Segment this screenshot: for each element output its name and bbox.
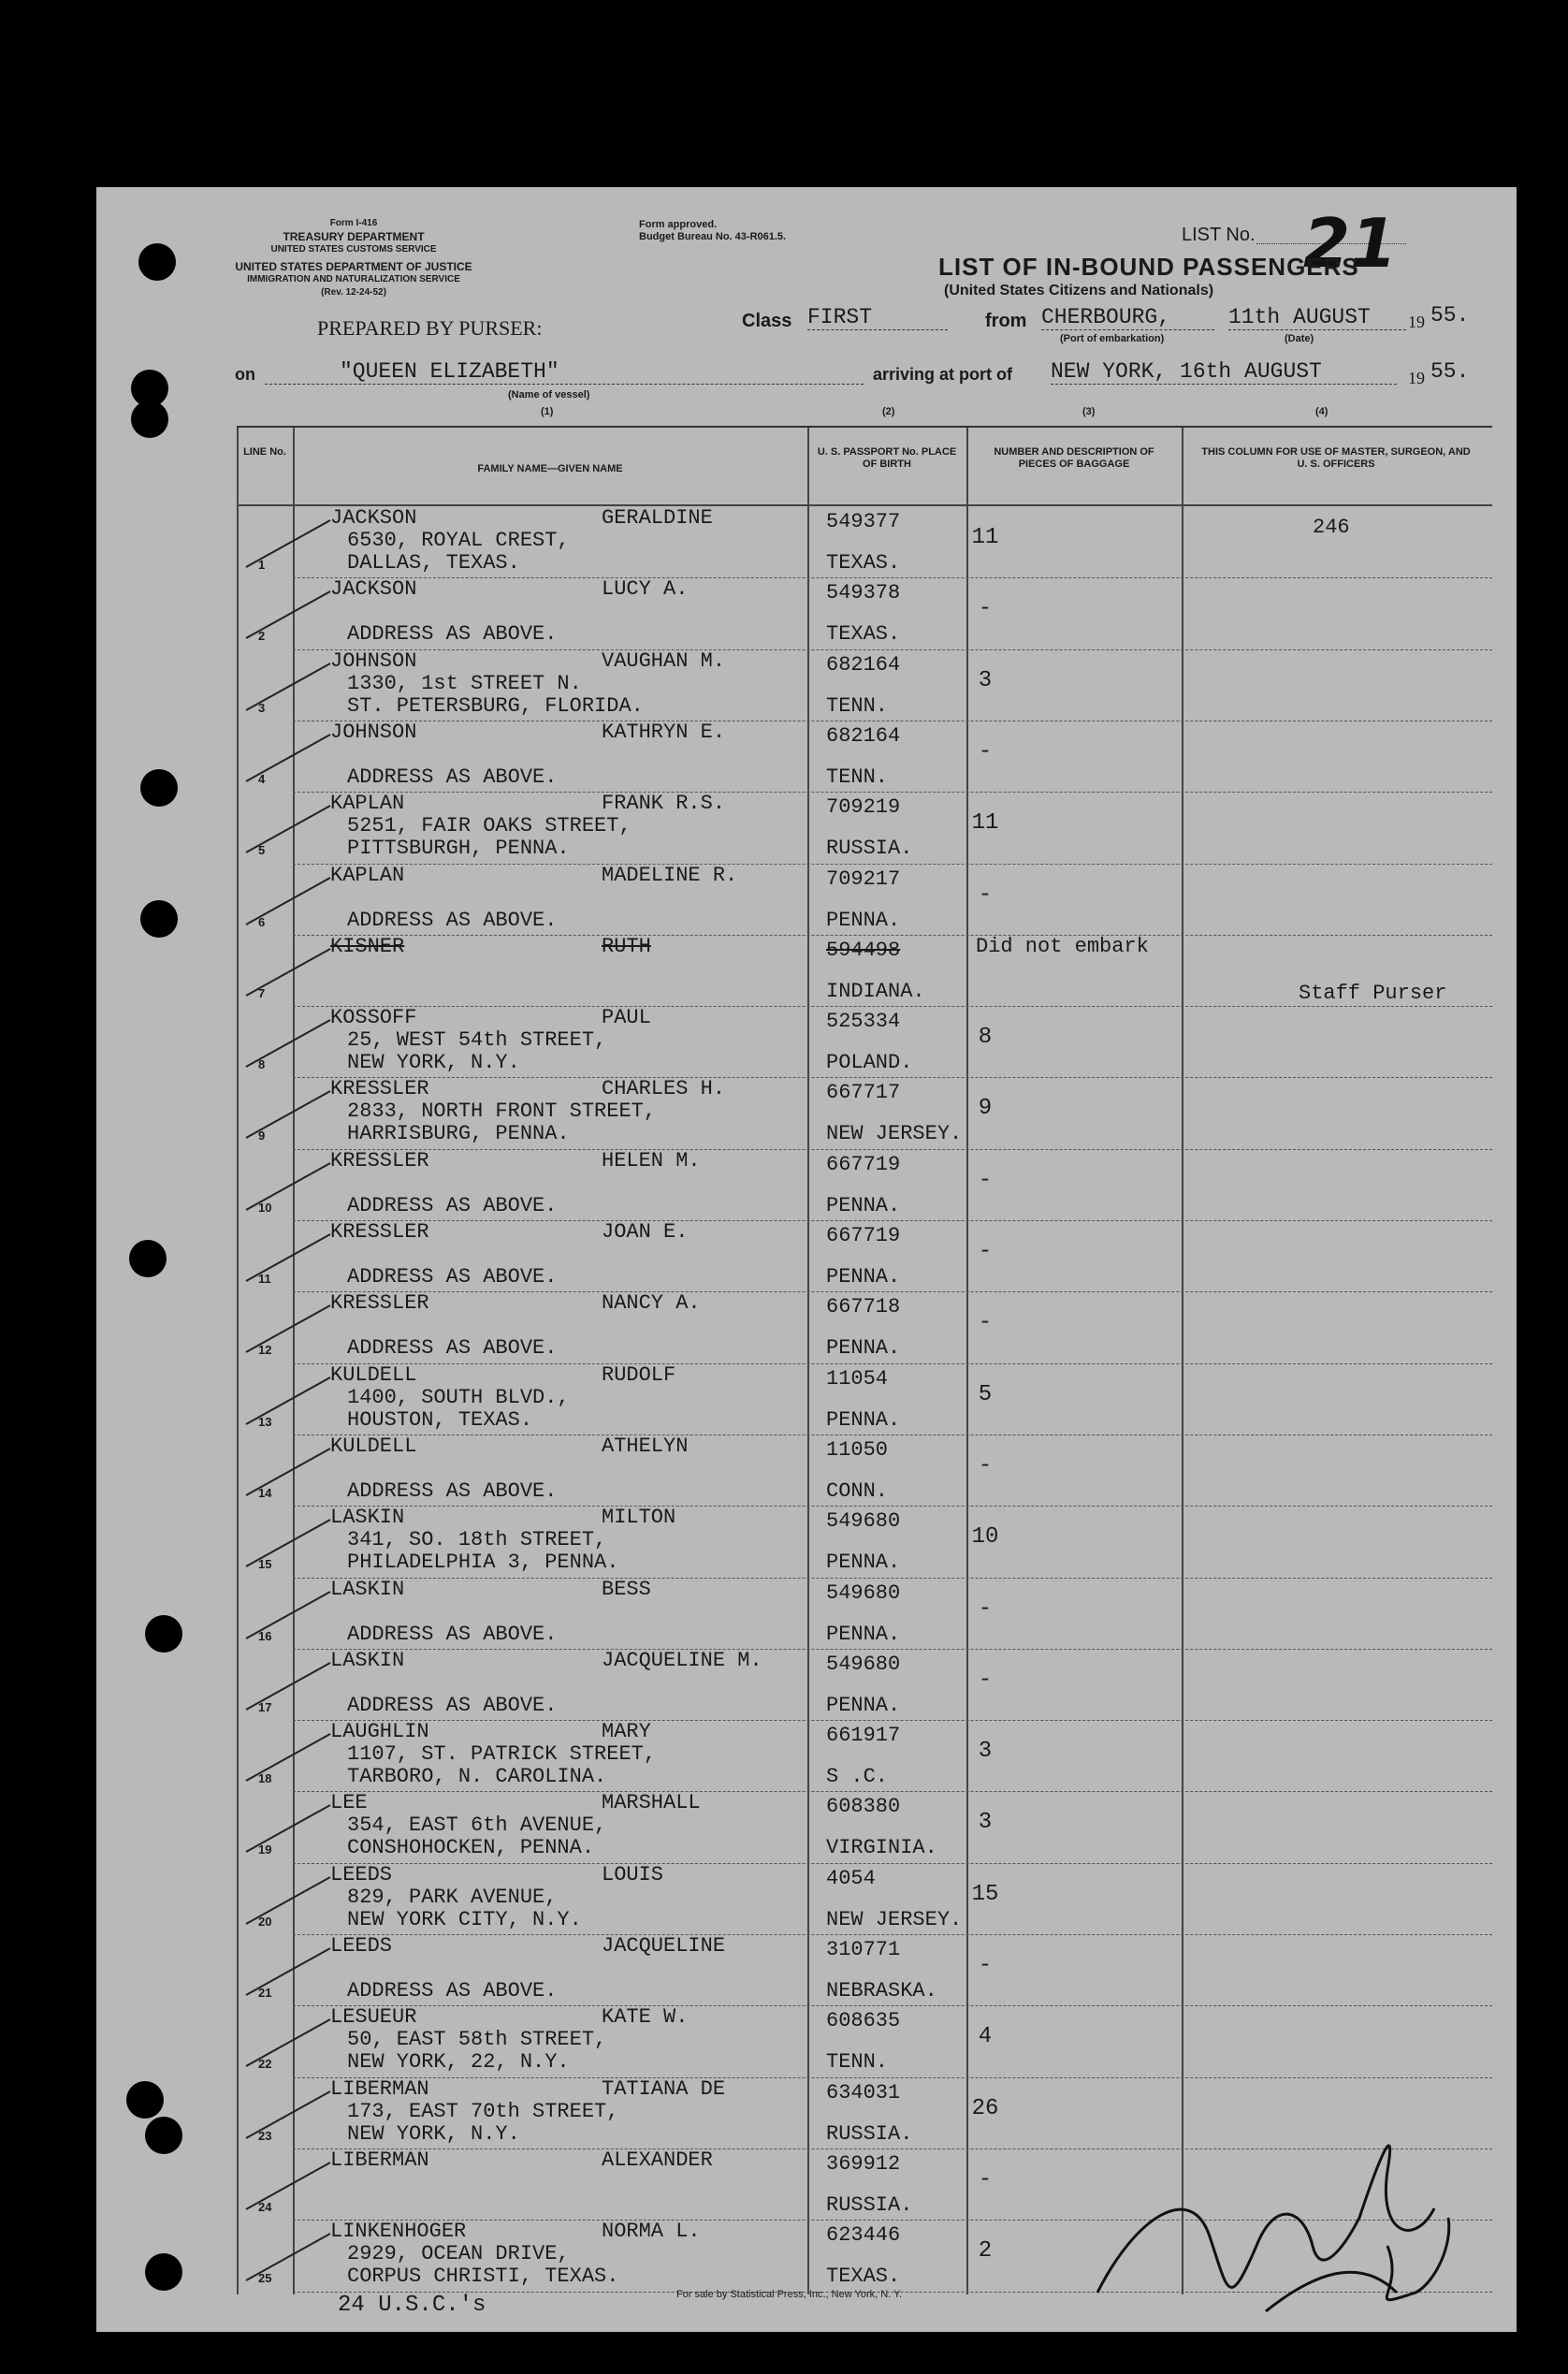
passport-number: 667717 — [826, 1081, 901, 1105]
given-name: GERALDINE — [602, 506, 713, 530]
given-name: LUCY A. — [602, 577, 689, 602]
address-line-2: NEW YORK, N.Y. — [347, 2121, 520, 2146]
baggage-count: 3 — [978, 1810, 993, 1836]
year-prefix: 19 — [1408, 313, 1425, 331]
form-info-left — [176, 217, 531, 299]
justice-dept: UNITED STATES DEPARTMENT OF JUSTICE — [235, 260, 472, 273]
passport-number: 525334 — [826, 1010, 901, 1034]
table-row — [237, 1934, 1492, 2005]
line-number: 15 — [258, 1557, 272, 1572]
family-name: JACKSON — [330, 577, 417, 602]
line-number: 1 — [258, 558, 266, 572]
given-name: NORMA L. — [602, 2220, 701, 2244]
place-of-birth: POLAND. — [826, 1051, 913, 1075]
family-name: LEE — [330, 1791, 368, 1815]
place-of-birth: TEXAS. — [826, 622, 901, 647]
baggage-count: Did not embark — [976, 934, 1149, 958]
given-name: JACQUELINE — [602, 1934, 726, 1958]
baggage-count: - — [978, 1239, 993, 1264]
check-mark-icon — [241, 944, 335, 1000]
table-row — [237, 1435, 1492, 1506]
baggage-count: - — [978, 2166, 993, 2192]
line-number: 23 — [258, 2128, 272, 2143]
address-line-2: ADDRESS AS ABOVE. — [347, 765, 558, 789]
punch-hole — [140, 900, 178, 938]
table-row — [237, 1149, 1492, 1220]
passport-number: 682164 — [826, 723, 901, 748]
passport-number: 661917 — [826, 1724, 901, 1748]
passport-number: 549680 — [826, 1509, 901, 1534]
family-name: LASKIN — [330, 1506, 405, 1530]
check-mark-icon — [241, 1015, 335, 1071]
footer-count: 24 U.S.C.'s — [338, 2293, 486, 2318]
baggage-count: 5 — [978, 1381, 993, 1407]
check-mark-icon — [241, 2015, 335, 2071]
place-of-birth: CONN. — [826, 1478, 889, 1503]
class-label: Class — [742, 311, 792, 331]
baggage-count: 2 — [978, 2238, 993, 2265]
address-line-2: ADDRESS AS ABOVE. — [347, 1193, 558, 1217]
family-name: LASKIN — [330, 1648, 405, 1672]
line-number: 17 — [258, 1699, 272, 1714]
place-of-birth: NEW JERSEY. — [826, 1122, 963, 1146]
passport-number: 667718 — [826, 1295, 901, 1319]
table-row — [237, 1363, 1492, 1435]
document-title: LIST OF IN-BOUND PASSENGERS — [938, 253, 1359, 281]
col-number-4: (4) — [1315, 406, 1328, 417]
address-line-2: HARRISBURG, PENNA. — [347, 1122, 570, 1146]
col-head-officers: THIS COLUMN FOR USE OF MASTER, SURGEON, AND U. S. OFFICERS — [1201, 446, 1471, 470]
check-mark-icon — [241, 659, 335, 715]
passport-number: 310771 — [826, 1938, 901, 1961]
passport-number: 667719 — [826, 1224, 901, 1247]
line-number: 12 — [258, 1343, 272, 1358]
table-row — [237, 1720, 1492, 1791]
given-name: TATIANA DE — [602, 2076, 726, 2101]
punch-hole — [129, 1240, 167, 1277]
table-row — [237, 1863, 1492, 1934]
line-number: 16 — [258, 1628, 272, 1643]
place-of-birth: TENN. — [826, 693, 889, 718]
line-number: 3 — [258, 700, 266, 715]
arriving-year-prefix: 19 — [1408, 369, 1425, 387]
address-line-2: PHILADELPHIA 3, PENNA. — [347, 1551, 619, 1575]
baggage-count: - — [978, 1953, 993, 1978]
given-name: VAUGHAN M. — [602, 648, 726, 673]
form-approved — [639, 219, 786, 243]
table-row — [237, 1291, 1492, 1362]
passport-number: 549680 — [826, 1652, 901, 1676]
check-mark-icon — [241, 1301, 335, 1357]
table-row — [237, 506, 1492, 577]
vessel-value: "QUEEN ELIZABETH" — [265, 359, 864, 385]
table-row — [237, 721, 1492, 792]
given-name: CHARLES H. — [602, 1077, 726, 1101]
check-mark-icon — [241, 2158, 335, 2214]
form-approved-line2: Budget Bureau No. 43-R061.5. — [639, 231, 787, 242]
given-name: BESS — [602, 1577, 651, 1601]
line-number: 9 — [258, 1129, 266, 1143]
officer-note: 246 — [1313, 516, 1350, 539]
table-row — [237, 1578, 1492, 1649]
baggage-count: 4 — [978, 2024, 993, 2050]
officer-note: Staff Purser — [1299, 981, 1447, 1005]
family-name: LIBERMAN — [330, 2076, 429, 2101]
address-line-1: 341, SO. 18th STREET, — [347, 1528, 607, 1552]
family-name: KAPLAN — [330, 863, 405, 887]
line-number: 7 — [258, 985, 266, 1000]
master-signature — [1079, 2105, 1472, 2321]
place-of-birth: PENNA. — [826, 908, 901, 932]
family-name: KOSSOFF — [330, 1006, 417, 1030]
on-label: on — [235, 365, 255, 384]
footer-printer: For sale by Statistical Press, Inc., New York, N. Y. — [676, 2289, 903, 2300]
line-number: 24 — [258, 2199, 272, 2214]
passport-number: 709219 — [826, 795, 901, 820]
col-number-3: (3) — [1082, 406, 1096, 417]
line-number: 13 — [258, 1414, 272, 1429]
family-name: JOHNSON — [330, 648, 417, 673]
passport-number: 667719 — [826, 1152, 901, 1176]
line-number: 14 — [258, 1485, 272, 1500]
table-row — [237, 864, 1492, 935]
passport-number: 682164 — [826, 652, 901, 677]
check-mark-icon — [241, 1230, 335, 1286]
customs-service: UNITED STATES CUSTOMS SERVICE — [270, 244, 437, 255]
form-approved-line1: Form approved. — [639, 219, 718, 230]
line-number: 10 — [258, 1200, 272, 1215]
baggage-count: - — [978, 1667, 993, 1693]
baggage-count: 15 — [971, 1881, 999, 1907]
table-row — [237, 1791, 1492, 1862]
punch-hole — [131, 401, 168, 438]
given-name: JOAN E. — [602, 1220, 689, 1244]
line-number: 18 — [258, 1771, 272, 1786]
family-name: KAPLAN — [330, 792, 405, 816]
from-label: from — [985, 311, 1027, 331]
address-line-2: ADDRESS AS ABOVE. — [347, 1478, 558, 1503]
immigration-service: IMMIGRATION AND NATURALIZATION SERVICE — [247, 274, 460, 284]
family-name: LINKENHOGER — [330, 2220, 467, 2244]
col-head-line: LINE No. — [243, 446, 286, 458]
list-no-value: 21 — [1303, 204, 1398, 283]
class-value: FIRST — [807, 305, 948, 330]
address-line-2: NEW YORK, 22, N.Y. — [347, 2050, 570, 2075]
line-number: 8 — [258, 1057, 266, 1072]
table-row — [237, 1006, 1492, 1077]
address-line-1: 6530, ROYAL CREST, — [347, 529, 570, 552]
table-row — [237, 1077, 1492, 1148]
baggage-count: 10 — [971, 1524, 999, 1551]
check-mark-icon — [241, 1658, 335, 1714]
given-name: KATHRYN E. — [602, 720, 726, 744]
table-row — [237, 1220, 1492, 1291]
address-line-2: HOUSTON, TEXAS. — [347, 1407, 533, 1432]
given-name: FRANK R.S. — [602, 792, 726, 816]
family-name: KRESSLER — [330, 1077, 429, 1101]
place-of-birth: TEXAS. — [826, 551, 901, 575]
place-of-birth: NEW JERSEY. — [826, 1907, 963, 1931]
passport-number: 369912 — [826, 2151, 901, 2176]
check-mark-icon — [241, 587, 335, 643]
address-line-2: NEW YORK CITY, N.Y. — [347, 1907, 582, 1931]
place-of-birth: PENNA. — [826, 1265, 901, 1289]
place-of-birth: PENNA. — [826, 1622, 901, 1646]
line-number: 19 — [258, 1842, 272, 1857]
table-row — [237, 935, 1492, 1006]
check-mark-icon — [241, 1444, 335, 1500]
given-name: HELEN M. — [602, 1148, 701, 1172]
passport-number: 4054 — [826, 1866, 876, 1890]
given-name: MILTON — [602, 1506, 676, 1530]
check-mark-icon — [241, 516, 335, 572]
given-name: RUTH — [602, 934, 651, 958]
place-of-birth: RUSSIA. — [826, 2121, 913, 2146]
given-name: ATHELYN — [602, 1434, 689, 1458]
check-mark-icon — [241, 2229, 335, 2285]
baggage-count: 11 — [971, 525, 999, 550]
address-line-2: ADDRESS AS ABOVE. — [347, 1265, 558, 1289]
family-name: LASKIN — [330, 1577, 405, 1601]
place-of-birth: VIRGINIA. — [826, 1836, 937, 1860]
table-row — [237, 792, 1492, 863]
passport-number: 608380 — [826, 1795, 901, 1819]
passport-number: 549378 — [826, 581, 901, 605]
arriving-label: arriving at port of — [873, 365, 1013, 384]
family-name: LIBERMAN — [330, 2148, 429, 2172]
address-line-2: ADDRESS AS ABOVE. — [347, 1336, 558, 1361]
punch-hole — [145, 2117, 182, 2154]
address-line-2: DALLAS, TEXAS. — [347, 551, 520, 575]
place-of-birth: PENNA. — [826, 1407, 901, 1432]
address-line-1: 1330, 1st STREET N. — [347, 671, 582, 695]
line-number: 4 — [258, 771, 266, 786]
place-of-birth: PENNA. — [826, 1193, 901, 1217]
line-number: 20 — [258, 1914, 272, 1929]
family-name: KISNER — [330, 934, 405, 958]
arriving-year-value: 55. — [1430, 359, 1470, 384]
passport-number: 634031 — [826, 2080, 901, 2105]
line-number: 25 — [258, 2271, 272, 2286]
line-number: 21 — [258, 1986, 272, 2000]
passport-number: 11050 — [826, 1437, 889, 1462]
address-line-2: PITTSBURGH, PENNA. — [347, 837, 570, 861]
address-line-1: 354, EAST 6th AVENUE, — [347, 1813, 607, 1838]
table-row — [237, 577, 1492, 648]
address-line-2: ADDRESS AS ABOVE. — [347, 1622, 558, 1646]
col-head-baggage: NUMBER AND DESCRIPTION OF PIECES OF BAGGAGE — [994, 446, 1154, 470]
family-name: KRESSLER — [330, 1291, 429, 1316]
vessel-caption: (Name of vessel) — [508, 389, 590, 401]
baggage-count: - — [978, 738, 993, 765]
table-row — [237, 1649, 1492, 1720]
address-line-2: ADDRESS AS ABOVE. — [347, 908, 558, 932]
punch-hole — [140, 769, 178, 807]
punch-hole — [138, 243, 176, 281]
address-line-1: 2929, OCEAN DRIVE, — [347, 2242, 570, 2266]
passenger-table — [237, 426, 1492, 2294]
place-of-birth: NEBRASKA. — [826, 1979, 937, 2003]
passport-number: 709217 — [826, 867, 901, 891]
address-line-1: 1107, ST. PATRICK STREET, — [347, 1742, 657, 1767]
family-name: JOHNSON — [330, 720, 417, 744]
from-caption: (Port of embarkation) — [1060, 333, 1165, 344]
col-head-name: FAMILY NAME—GIVEN NAME — [477, 463, 623, 474]
passport-number: 549680 — [826, 1580, 901, 1605]
baggage-count: - — [978, 881, 993, 908]
address-line-1: 5251, FAIR OAKS STREET, — [347, 814, 632, 838]
baggage-count: 3 — [978, 1739, 993, 1765]
form-number: Form I-416 — [329, 218, 378, 228]
col-number-1: (1) — [541, 406, 554, 417]
table-row — [237, 1506, 1492, 1577]
given-name: MADELINE R. — [602, 863, 738, 887]
given-name: JACQUELINE M. — [602, 1648, 762, 1672]
col-head-passport: U. S. PASSPORT No. PLACE OF BIRTH — [817, 446, 957, 470]
place-of-birth: TEXAS. — [826, 2265, 901, 2289]
check-mark-icon — [241, 2087, 335, 2143]
given-name: KATE W. — [602, 2005, 689, 2030]
place-of-birth: TENN. — [826, 765, 889, 789]
treasury-dept: TREASURY DEPARTMENT — [283, 230, 425, 243]
check-mark-icon — [241, 1587, 335, 1643]
address-line-2: CORPUS CHRISTI, TEXAS. — [347, 2265, 619, 2289]
family-name: LAUGHLIN — [330, 1720, 429, 1744]
punch-hole — [126, 2081, 164, 2119]
year-value: 55. — [1430, 303, 1470, 328]
address-line-2: NEW YORK, N.Y. — [347, 1051, 520, 1075]
table-row — [237, 2005, 1492, 2076]
place-of-birth: TENN. — [826, 2050, 889, 2075]
address-line-1: 1400, SOUTH BLVD., — [347, 1385, 570, 1409]
check-mark-icon — [241, 1800, 335, 1857]
check-mark-icon — [241, 801, 335, 857]
list-no-label: LIST No. — [1182, 225, 1256, 245]
line-number: 2 — [258, 629, 266, 644]
family-name: JACKSON — [330, 506, 417, 530]
given-name: NANCY A. — [602, 1291, 701, 1316]
check-mark-icon — [241, 1515, 335, 1571]
family-name: KRESSLER — [330, 1148, 429, 1172]
from-value: CHERBOURG, — [1041, 305, 1214, 330]
address-line-1: 173, EAST 70th STREET, — [347, 2099, 619, 2123]
check-mark-icon — [241, 1373, 335, 1429]
address-line-1: 829, PARK AVENUE, — [347, 1885, 558, 1909]
check-mark-icon — [241, 1872, 335, 1929]
place-of-birth: PENNA. — [826, 1336, 901, 1361]
line-number: 22 — [258, 2057, 272, 2072]
place-of-birth: S .C. — [826, 1765, 889, 1789]
passport-number: 594498 — [826, 938, 901, 962]
punch-hole — [145, 2253, 182, 2291]
given-name: RUDOLF — [602, 1362, 676, 1387]
col-number-2: (2) — [882, 406, 895, 417]
address-line-1: 25, WEST 54th STREET, — [347, 1028, 607, 1053]
form-revision: (Rev. 12-24-52) — [321, 287, 386, 298]
document-sheet — [96, 187, 1517, 2332]
punch-hole — [145, 1615, 182, 1653]
date-value: 11th AUGUST — [1228, 305, 1406, 330]
place-of-birth: RUSSIA. — [826, 2192, 913, 2217]
baggage-count: 9 — [978, 1096, 993, 1122]
check-mark-icon — [241, 873, 335, 929]
family-name: KULDELL — [330, 1362, 417, 1387]
family-name: KULDELL — [330, 1434, 417, 1458]
passport-number: 549377 — [826, 510, 901, 533]
given-name: ALEXANDER — [602, 2148, 713, 2172]
date-caption: (Date) — [1285, 333, 1314, 344]
address-line-1: 50, EAST 58th STREET, — [347, 2028, 607, 2052]
family-name: LEEDS — [330, 1862, 393, 1886]
check-mark-icon — [241, 1158, 335, 1215]
place-of-birth: RUSSIA. — [826, 837, 913, 861]
check-mark-icon — [241, 1086, 335, 1143]
line-number: 11 — [258, 1272, 271, 1286]
line-number: 5 — [258, 843, 266, 858]
place-of-birth: PENNA. — [826, 1551, 901, 1575]
baggage-count: - — [978, 1595, 993, 1622]
address-line-2: ADDRESS AS ABOVE. — [347, 1979, 558, 2003]
baggage-count: - — [978, 1310, 993, 1336]
arriving-value: NEW YORK, 16th AUGUST — [1051, 359, 1397, 385]
check-mark-icon — [241, 1729, 335, 1785]
baggage-count: - — [978, 1167, 993, 1193]
passport-number: 623446 — [826, 2223, 901, 2248]
family-name: LEEDS — [330, 1934, 393, 1958]
baggage-count: 8 — [978, 1025, 993, 1051]
given-name: MARSHALL — [602, 1791, 701, 1815]
check-mark-icon — [241, 1944, 335, 2000]
line-number: 6 — [258, 914, 266, 929]
baggage-count: 11 — [971, 810, 999, 837]
check-mark-icon — [241, 730, 335, 786]
given-name: PAUL — [602, 1006, 651, 1030]
baggage-count: - — [978, 596, 993, 622]
address-line-1: 2833, NORTH FRONT STREET, — [347, 1100, 657, 1124]
address-line-2: ST. PETERSBURG, FLORIDA. — [347, 693, 644, 718]
document-subtitle: (United States Citizens and Nationals) — [944, 283, 1214, 299]
address-line-2: CONSHOHOCKEN, PENNA. — [347, 1836, 595, 1860]
given-name: MARY — [602, 1720, 651, 1744]
baggage-count: 3 — [978, 667, 993, 693]
place-of-birth: INDIANA. — [826, 979, 925, 1003]
family-name: LESUEUR — [330, 2005, 417, 2030]
given-name: LOUIS — [602, 1862, 664, 1886]
family-name: KRESSLER — [330, 1220, 429, 1244]
address-line-2: ADDRESS AS ABOVE. — [347, 1693, 558, 1717]
address-line-2: ADDRESS AS ABOVE. — [347, 622, 558, 647]
passport-number: 11054 — [826, 1366, 889, 1391]
baggage-count: 26 — [971, 2095, 999, 2121]
baggage-count: - — [978, 1452, 993, 1478]
table-row — [237, 649, 1492, 721]
prepared-by: PREPARED BY PURSER: — [317, 316, 543, 340]
place-of-birth: PENNA. — [826, 1693, 901, 1717]
passport-number: 608635 — [826, 2009, 901, 2033]
address-line-2: TARBORO, N. CAROLINA. — [347, 1765, 607, 1789]
